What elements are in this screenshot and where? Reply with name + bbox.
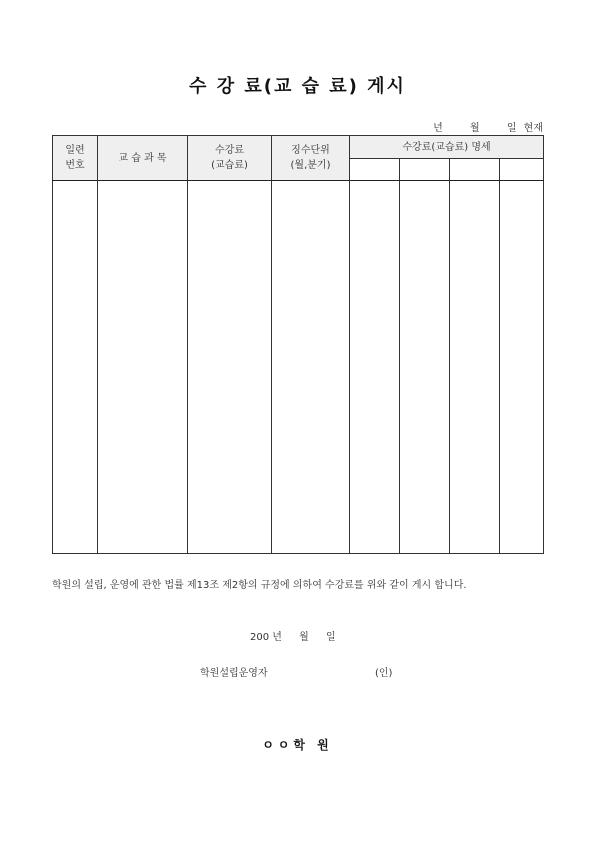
date-year: 200 년 [250,632,282,643]
header-unit-line2: (월,분기) [290,160,331,171]
cell-breakdown[interactable] [500,181,544,554]
header-fee-breakdown: 수강료(교습료) 명세 [350,136,544,159]
header-fee-line2: (교습료) [211,160,248,171]
cell-subject[interactable] [98,181,188,554]
table-body-row [53,181,544,554]
date-month: 월 [299,632,309,643]
header-fee [188,136,272,181]
header-collection-unit [272,136,350,181]
header-serial-line1: 일련 [65,145,85,156]
as-of-date [413,119,543,134]
header-subject: 교 습 과 목 [98,136,188,181]
cell-serial-number[interactable] [53,181,98,554]
legal-notice: 학원의 설립, 운영에 관한 법률 제13조 제2항의 규정에 의하여 수강료를 위와 같이 게시 합니다. [52,580,467,591]
cell-breakdown[interactable] [450,181,500,554]
as-of-month: 월 [469,123,480,134]
header-serial-line2: 번호 [65,160,85,171]
header-fee-line1: 수강료 [215,145,244,156]
as-of-year: 년 [433,123,443,134]
cell-breakdown[interactable] [400,181,450,554]
operator-label: 학원설립운영자 [200,668,268,679]
breakdown-subcolumn [350,159,400,181]
cell-collection-unit[interactable] [272,181,350,554]
as-of-day: 일 현재 [506,123,543,134]
academy-name: ㅇㅇ학 원 [262,738,333,752]
breakdown-subcolumn [400,159,450,181]
tuition-fee-table [52,135,544,554]
cell-fee[interactable] [188,181,272,554]
header-unit-line1: 징수단위 [291,145,330,156]
page-title: 수 강 료(교 습 료) 게시 [189,76,406,97]
breakdown-subcolumn [450,159,500,181]
cell-breakdown[interactable] [350,181,400,554]
breakdown-subcolumn [500,159,544,181]
seal-label: (인) [375,668,393,679]
date-day: 일 [325,632,336,643]
signature-date [250,628,336,643]
header-serial-number [53,136,98,181]
